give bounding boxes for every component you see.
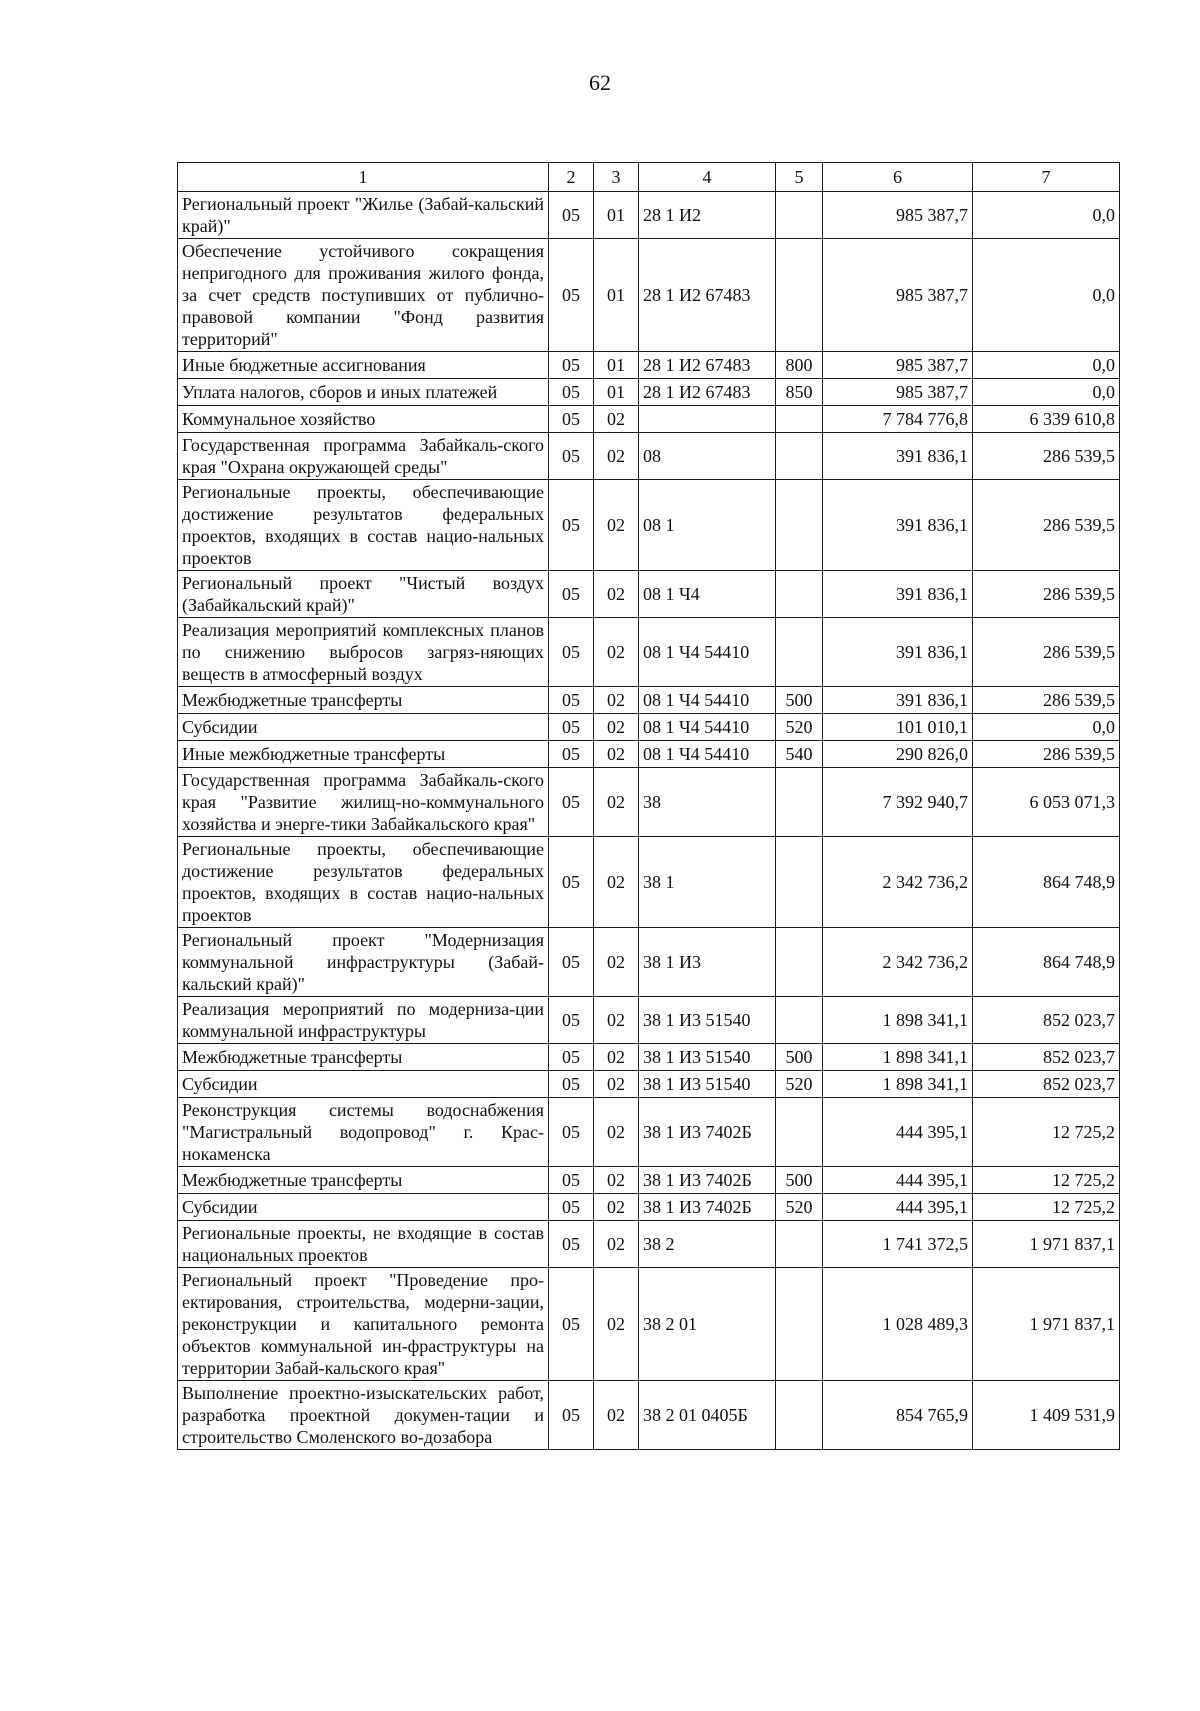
amount-col6: 985 387,7 (823, 192, 973, 239)
expense-type-code (776, 1098, 823, 1167)
amount-col6: 985 387,7 (823, 379, 973, 406)
amount-col6: 391 836,1 (823, 687, 973, 714)
item-name: Реализация мероприятий по модерниза-ции коммунальной инфраструктуры (178, 997, 549, 1044)
table-row (178, 1044, 1120, 1071)
item-name: Субсидии (178, 1194, 549, 1221)
expense-type-code (776, 837, 823, 928)
item-name: Коммунальное хозяйство (178, 406, 549, 433)
target-article-code: 38 1 (639, 837, 776, 928)
item-name: Выполнение проектно-изыскательских работ, разработка проектной докумен-тации и строительство Смоленского во-дозабора (178, 1381, 549, 1450)
subsection-code: 02 (594, 480, 639, 571)
section-code: 05 (549, 192, 594, 239)
table-row (178, 714, 1120, 741)
expense-type-code (776, 928, 823, 997)
target-article-code: 38 1 И3 51540 (639, 997, 776, 1044)
table-row (178, 480, 1120, 571)
item-name: Региональный проект "Чистый воздух (Забайкальский край)" (178, 571, 549, 618)
subsection-code: 01 (594, 352, 639, 379)
section-code: 05 (549, 1194, 594, 1221)
amount-col7: 286 539,5 (973, 433, 1120, 480)
target-article-code: 38 2 01 (639, 1268, 776, 1381)
table-row (178, 741, 1120, 768)
table-row (178, 352, 1120, 379)
target-article-code: 08 1 Ч4 (639, 571, 776, 618)
section-code: 05 (549, 714, 594, 741)
item-name: Субсидии (178, 714, 549, 741)
target-article-code: 38 1 И3 51540 (639, 1071, 776, 1098)
amount-col6: 1 898 341,1 (823, 1071, 973, 1098)
amount-col7: 286 539,5 (973, 480, 1120, 571)
expense-type-code (776, 406, 823, 433)
amount-col7: 286 539,5 (973, 687, 1120, 714)
expense-type-code (776, 480, 823, 571)
item-name: Региональные проекты, обеспечивающие достижение результатов федеральных проектов, входящих в состав нацио-нальных проектов (178, 837, 549, 928)
column-header: 2 (549, 163, 594, 192)
section-code: 05 (549, 768, 594, 837)
amount-col6: 290 826,0 (823, 741, 973, 768)
expense-type-code: 500 (776, 687, 823, 714)
item-name: Межбюджетные трансферты (178, 1167, 549, 1194)
expense-type-code: 520 (776, 1194, 823, 1221)
header-row (178, 163, 1120, 192)
amount-col7: 0,0 (973, 192, 1120, 239)
item-name: Реконструкция системы водоснабжения "Магистральный водопровод" г. Крас-нокаменска (178, 1098, 549, 1167)
section-code: 05 (549, 379, 594, 406)
target-article-code: 08 1 (639, 480, 776, 571)
subsection-code: 02 (594, 928, 639, 997)
subsection-code: 02 (594, 837, 639, 928)
section-code: 05 (549, 1268, 594, 1381)
target-article-code: 08 1 Ч4 54410 (639, 741, 776, 768)
section-code: 05 (549, 406, 594, 433)
table-row (178, 571, 1120, 618)
item-name: Межбюджетные трансферты (178, 1044, 549, 1071)
amount-col7: 12 725,2 (973, 1167, 1120, 1194)
subsection-code: 02 (594, 1381, 639, 1450)
item-name: Региональный проект "Проведение про-ектирования, строительства, модерни-зации, реконструкции и капитального ремонта объектов коммунальной ин-фраструктуры на территории Забай-кальского края" (178, 1268, 549, 1381)
section-code: 05 (549, 1071, 594, 1098)
subsection-code: 02 (594, 714, 639, 741)
expense-type-code (776, 192, 823, 239)
amount-col7: 1 971 837,1 (973, 1221, 1120, 1268)
section-code: 05 (549, 433, 594, 480)
section-code: 05 (549, 1044, 594, 1071)
table-row (178, 1071, 1120, 1098)
column-header: 7 (973, 163, 1120, 192)
table-row (178, 406, 1120, 433)
table-row (178, 1167, 1120, 1194)
amount-col7: 286 539,5 (973, 618, 1120, 687)
expense-type-code: 520 (776, 1071, 823, 1098)
target-article-code: 38 1 И3 7402Б (639, 1167, 776, 1194)
item-name: Региональный проект "Модернизация коммунальной инфраструктуры (Забай-кальский край)" (178, 928, 549, 997)
item-name: Государственная программа Забайкаль-ского края "Охрана окружающей среды" (178, 433, 549, 480)
item-name: Региональный проект "Жилье (Забай-кальский край)" (178, 192, 549, 239)
table-row (178, 687, 1120, 714)
amount-col6: 7 392 940,7 (823, 768, 973, 837)
expense-type-code: 800 (776, 352, 823, 379)
expense-type-code (776, 1268, 823, 1381)
amount-col6: 391 836,1 (823, 480, 973, 571)
section-code: 05 (549, 837, 594, 928)
expense-type-code: 540 (776, 741, 823, 768)
amount-col7: 0,0 (973, 379, 1120, 406)
section-code: 05 (549, 239, 594, 352)
target-article-code: 08 1 Ч4 54410 (639, 687, 776, 714)
section-code: 05 (549, 997, 594, 1044)
column-header: 4 (639, 163, 776, 192)
item-name: Иные бюджетные ассигнования (178, 352, 549, 379)
section-code: 05 (549, 1221, 594, 1268)
table-row (178, 1194, 1120, 1221)
target-article-code: 28 1 И2 (639, 192, 776, 239)
target-article-code: 38 1 И3 7402Б (639, 1098, 776, 1167)
amount-col6: 444 395,1 (823, 1167, 973, 1194)
amount-col7: 852 023,7 (973, 1044, 1120, 1071)
amount-col7: 0,0 (973, 714, 1120, 741)
subsection-code: 02 (594, 768, 639, 837)
table-body (178, 192, 1120, 1450)
subsection-code: 02 (594, 997, 639, 1044)
amount-col7: 12 725,2 (973, 1194, 1120, 1221)
expense-type-code (776, 1381, 823, 1450)
subsection-code: 01 (594, 379, 639, 406)
target-article-code: 38 1 И3 7402Б (639, 1194, 776, 1221)
table-row (178, 239, 1120, 352)
subsection-code: 02 (594, 1194, 639, 1221)
item-name: Субсидии (178, 1071, 549, 1098)
amount-col6: 391 836,1 (823, 571, 973, 618)
amount-col6: 2 342 736,2 (823, 837, 973, 928)
subsection-code: 02 (594, 1098, 639, 1167)
expense-type-code: 500 (776, 1044, 823, 1071)
amount-col6: 985 387,7 (823, 352, 973, 379)
amount-col7: 1 971 837,1 (973, 1268, 1120, 1381)
item-name: Обеспечение устойчивого сокращения непригодного для проживания жилого фонда, за счет средств поступивших от публично-правовой компании "Фонд развития территорий" (178, 239, 549, 352)
table-row (178, 618, 1120, 687)
table-row (178, 379, 1120, 406)
item-name: Иные межбюджетные трансферты (178, 741, 549, 768)
target-article-code: 08 1 Ч4 54410 (639, 714, 776, 741)
amount-col6: 1 898 341,1 (823, 1044, 973, 1071)
amount-col7: 864 748,9 (973, 928, 1120, 997)
target-article-code: 38 1 И3 51540 (639, 1044, 776, 1071)
table-row (178, 192, 1120, 239)
item-name: Государственная программа Забайкаль-ского края "Развитие жилищ-но-коммунального хозяйства и энерге-тики Забайкальского края" (178, 768, 549, 837)
target-article-code: 38 1 И3 (639, 928, 776, 997)
expense-type-code: 850 (776, 379, 823, 406)
target-article-code (639, 406, 776, 433)
target-article-code: 08 (639, 433, 776, 480)
expense-type-code (776, 997, 823, 1044)
table-row (178, 1098, 1120, 1167)
amount-col7: 6 053 071,3 (973, 768, 1120, 837)
subsection-code: 02 (594, 618, 639, 687)
subsection-code: 02 (594, 433, 639, 480)
table-row (178, 997, 1120, 1044)
amount-col7: 852 023,7 (973, 997, 1120, 1044)
section-code: 05 (549, 928, 594, 997)
subsection-code: 02 (594, 1221, 639, 1268)
amount-col7: 0,0 (973, 352, 1120, 379)
target-article-code: 28 1 И2 67483 (639, 352, 776, 379)
item-name: Региональные проекты, обеспечивающие достижение результатов федеральных проектов, входящих в состав нацио-нальных проектов (178, 480, 549, 571)
target-article-code: 08 1 Ч4 54410 (639, 618, 776, 687)
subsection-code: 02 (594, 1044, 639, 1071)
section-code: 05 (549, 1167, 594, 1194)
table-row (178, 1268, 1120, 1381)
target-article-code: 38 (639, 768, 776, 837)
section-code: 05 (549, 1098, 594, 1167)
column-header: 3 (594, 163, 639, 192)
budget-table (177, 162, 1120, 1450)
target-article-code: 28 1 И2 67483 (639, 379, 776, 406)
amount-col7: 1 409 531,9 (973, 1381, 1120, 1450)
amount-col6: 1 741 372,5 (823, 1221, 973, 1268)
amount-col7: 0,0 (973, 239, 1120, 352)
amount-col7: 6 339 610,8 (973, 406, 1120, 433)
amount-col6: 2 342 736,2 (823, 928, 973, 997)
expense-type-code (776, 768, 823, 837)
target-article-code: 28 1 И2 67483 (639, 239, 776, 352)
subsection-code: 02 (594, 1268, 639, 1381)
amount-col6: 101 010,1 (823, 714, 973, 741)
amount-col6: 1 028 489,3 (823, 1268, 973, 1381)
expense-type-code (776, 239, 823, 352)
target-article-code: 38 2 (639, 1221, 776, 1268)
target-article-code: 38 2 01 0405Б (639, 1381, 776, 1450)
section-code: 05 (549, 618, 594, 687)
section-code: 05 (549, 687, 594, 714)
subsection-code: 01 (594, 239, 639, 352)
column-header: 6 (823, 163, 973, 192)
section-code: 05 (549, 571, 594, 618)
amount-col7: 852 023,7 (973, 1071, 1120, 1098)
subsection-code: 01 (594, 192, 639, 239)
amount-col6: 444 395,1 (823, 1098, 973, 1167)
table-row (178, 837, 1120, 928)
item-name: Реализация мероприятий комплексных планов по снижению выбросов загряз-няющих веществ в атмосферный воздух (178, 618, 549, 687)
page-number: 62 (589, 70, 611, 95)
table-row (178, 433, 1120, 480)
expense-type-code: 500 (776, 1167, 823, 1194)
subsection-code: 02 (594, 406, 639, 433)
subsection-code: 02 (594, 1167, 639, 1194)
expense-type-code (776, 1221, 823, 1268)
item-name: Региональные проекты, не входящие в состав национальных проектов (178, 1221, 549, 1268)
amount-col6: 391 836,1 (823, 618, 973, 687)
column-header: 5 (776, 163, 823, 192)
amount-col6: 7 784 776,8 (823, 406, 973, 433)
subsection-code: 02 (594, 687, 639, 714)
table-row (178, 928, 1120, 997)
table-row (178, 1381, 1120, 1450)
subsection-code: 02 (594, 741, 639, 768)
amount-col6: 854 765,9 (823, 1381, 973, 1450)
section-code: 05 (549, 741, 594, 768)
expense-type-code (776, 571, 823, 618)
expense-type-code (776, 433, 823, 480)
subsection-code: 02 (594, 1071, 639, 1098)
section-code: 05 (549, 1381, 594, 1450)
amount-col7: 12 725,2 (973, 1098, 1120, 1167)
amount-col6: 985 387,7 (823, 239, 973, 352)
section-code: 05 (549, 480, 594, 571)
amount-col7: 286 539,5 (973, 571, 1120, 618)
amount-col7: 286 539,5 (973, 741, 1120, 768)
item-name: Уплата налогов, сборов и иных платежей (178, 379, 549, 406)
amount-col7: 864 748,9 (973, 837, 1120, 928)
column-header: 1 (178, 163, 549, 192)
amount-col6: 391 836,1 (823, 433, 973, 480)
expense-type-code (776, 618, 823, 687)
amount-col6: 1 898 341,1 (823, 997, 973, 1044)
expense-type-code: 520 (776, 714, 823, 741)
subsection-code: 02 (594, 571, 639, 618)
item-name: Межбюджетные трансферты (178, 687, 549, 714)
table-row (178, 768, 1120, 837)
table-row (178, 1221, 1120, 1268)
amount-col6: 444 395,1 (823, 1194, 973, 1221)
section-code: 05 (549, 352, 594, 379)
